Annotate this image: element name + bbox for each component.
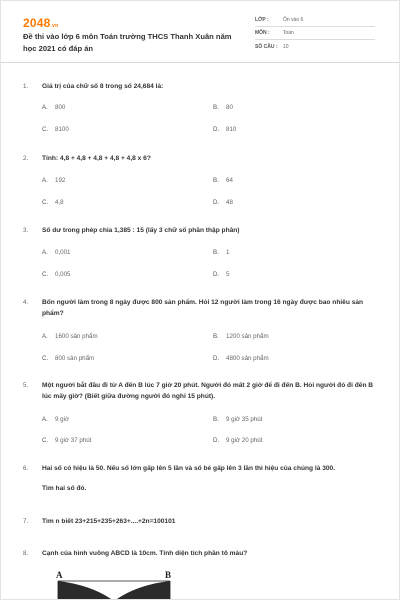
option-d[interactable]: D. 5 bbox=[213, 271, 230, 278]
question-text: Tìm n biết 23+215+235+263+....+2n=100101 bbox=[42, 518, 176, 525]
site-logo[interactable] bbox=[23, 16, 58, 30]
option-c[interactable]: C. 9 giờ 37 phút bbox=[42, 437, 92, 444]
meta-label: SỐ CÂU : bbox=[255, 43, 278, 50]
option-b[interactable]: B. 1 bbox=[213, 249, 230, 256]
option-d[interactable]: D. 9 giờ 20 phút bbox=[213, 437, 263, 444]
question-number: 4. bbox=[23, 299, 29, 306]
question-text: Số dư trong phép chia 1,385 : 15 (lấy 3 chữ số phần thập phân) bbox=[42, 227, 240, 234]
option-c[interactable]: C. 8100 bbox=[42, 126, 69, 133]
square-figure bbox=[42, 567, 192, 600]
option-a[interactable]: A. 9 giờ bbox=[42, 416, 70, 423]
option-c[interactable]: C. 800 sản phẩm bbox=[42, 355, 95, 362]
figure-label-a: A bbox=[56, 570, 63, 580]
meta-row-count bbox=[255, 40, 375, 53]
meta-row-class bbox=[255, 14, 375, 27]
question-text: Tính: 4,8 + 4,8 + 4,8 + 4,8 + 4,8 x 6? bbox=[42, 155, 151, 162]
logo-tld: .vn bbox=[50, 23, 59, 29]
question-text: Hai số có hiệu là 50. Nếu số lớn gấp lên 5 lần và số bé gấp lên 3 lần thì hiệu của chúng là 300. bbox=[42, 465, 336, 472]
figure-label-b: B bbox=[165, 570, 172, 580]
question-number: 5. bbox=[23, 382, 29, 389]
option-c[interactable]: C. 4,8 bbox=[42, 199, 64, 206]
option-d[interactable]: D. 810 bbox=[213, 126, 237, 133]
question-number: 7. bbox=[23, 518, 29, 525]
option-b[interactable]: B. 9 giờ 35 phút bbox=[213, 416, 263, 423]
meta-value: Toán bbox=[283, 30, 294, 36]
meta-value: Ôn vào 6 bbox=[283, 17, 304, 23]
meta-label: LỚP : bbox=[255, 17, 269, 23]
shaded-region-right bbox=[114, 581, 170, 600]
meta-row-subject bbox=[255, 27, 375, 40]
question-text: Bốn người làm trong 8 ngày được 800 sản phẩm. Hỏi 12 người làm trong 16 ngày được bao nhiêu sản phẩm? bbox=[42, 299, 364, 317]
option-a[interactable]: A. 192 bbox=[42, 177, 66, 184]
question-text: Cạnh của hình vuông ABCD là 10cm. Tính diện tích phần tô màu? bbox=[42, 550, 248, 557]
question-number: 8. bbox=[23, 550, 29, 557]
question-text: Một người bắt đầu đi từ A đến B lúc 7 giờ 20 phút. Người đó mất 2 giờ để đi đến B. Hỏi người đó đi đến B lúc mấy giờ? (Biết giữa đường người đó nghỉ 15 phút). bbox=[42, 382, 374, 400]
option-d[interactable]: D. 48 bbox=[213, 199, 233, 206]
option-d[interactable]: D. 4800 sản phẩm bbox=[213, 355, 269, 362]
question-subtext: Tìm hai số đó. bbox=[42, 485, 87, 492]
question-number: 3. bbox=[23, 227, 29, 234]
option-b[interactable]: B. 64 bbox=[213, 177, 233, 184]
option-a[interactable]: A. 800 bbox=[42, 104, 66, 111]
document-header bbox=[1, 1, 399, 63]
option-b[interactable]: B. 80 bbox=[213, 104, 233, 111]
option-c[interactable]: C. 0,005 bbox=[42, 271, 71, 278]
meta-label: MÔN : bbox=[255, 30, 270, 36]
document-title: Đề thi vào lớp 6 môn Toán trường THCS Thanh Xuân năm học 2021 có đáp án bbox=[23, 32, 232, 53]
question-number: 2. bbox=[23, 155, 29, 162]
option-b[interactable]: B. 1200 sản phẩm bbox=[213, 333, 269, 340]
question-number: 1. bbox=[23, 83, 29, 90]
question-number: 6. bbox=[23, 465, 29, 472]
logo-main: 2048 bbox=[23, 16, 51, 30]
shaded-region-left bbox=[58, 581, 114, 600]
option-a[interactable]: A. 1600 sản phẩm bbox=[42, 333, 98, 340]
meta-value: 10 bbox=[283, 43, 289, 50]
meta-table bbox=[255, 14, 375, 53]
option-a[interactable]: A. 0,001 bbox=[42, 249, 71, 256]
question-text: Giá trị của chữ số 8 trong số 24,684 là: bbox=[42, 83, 164, 90]
